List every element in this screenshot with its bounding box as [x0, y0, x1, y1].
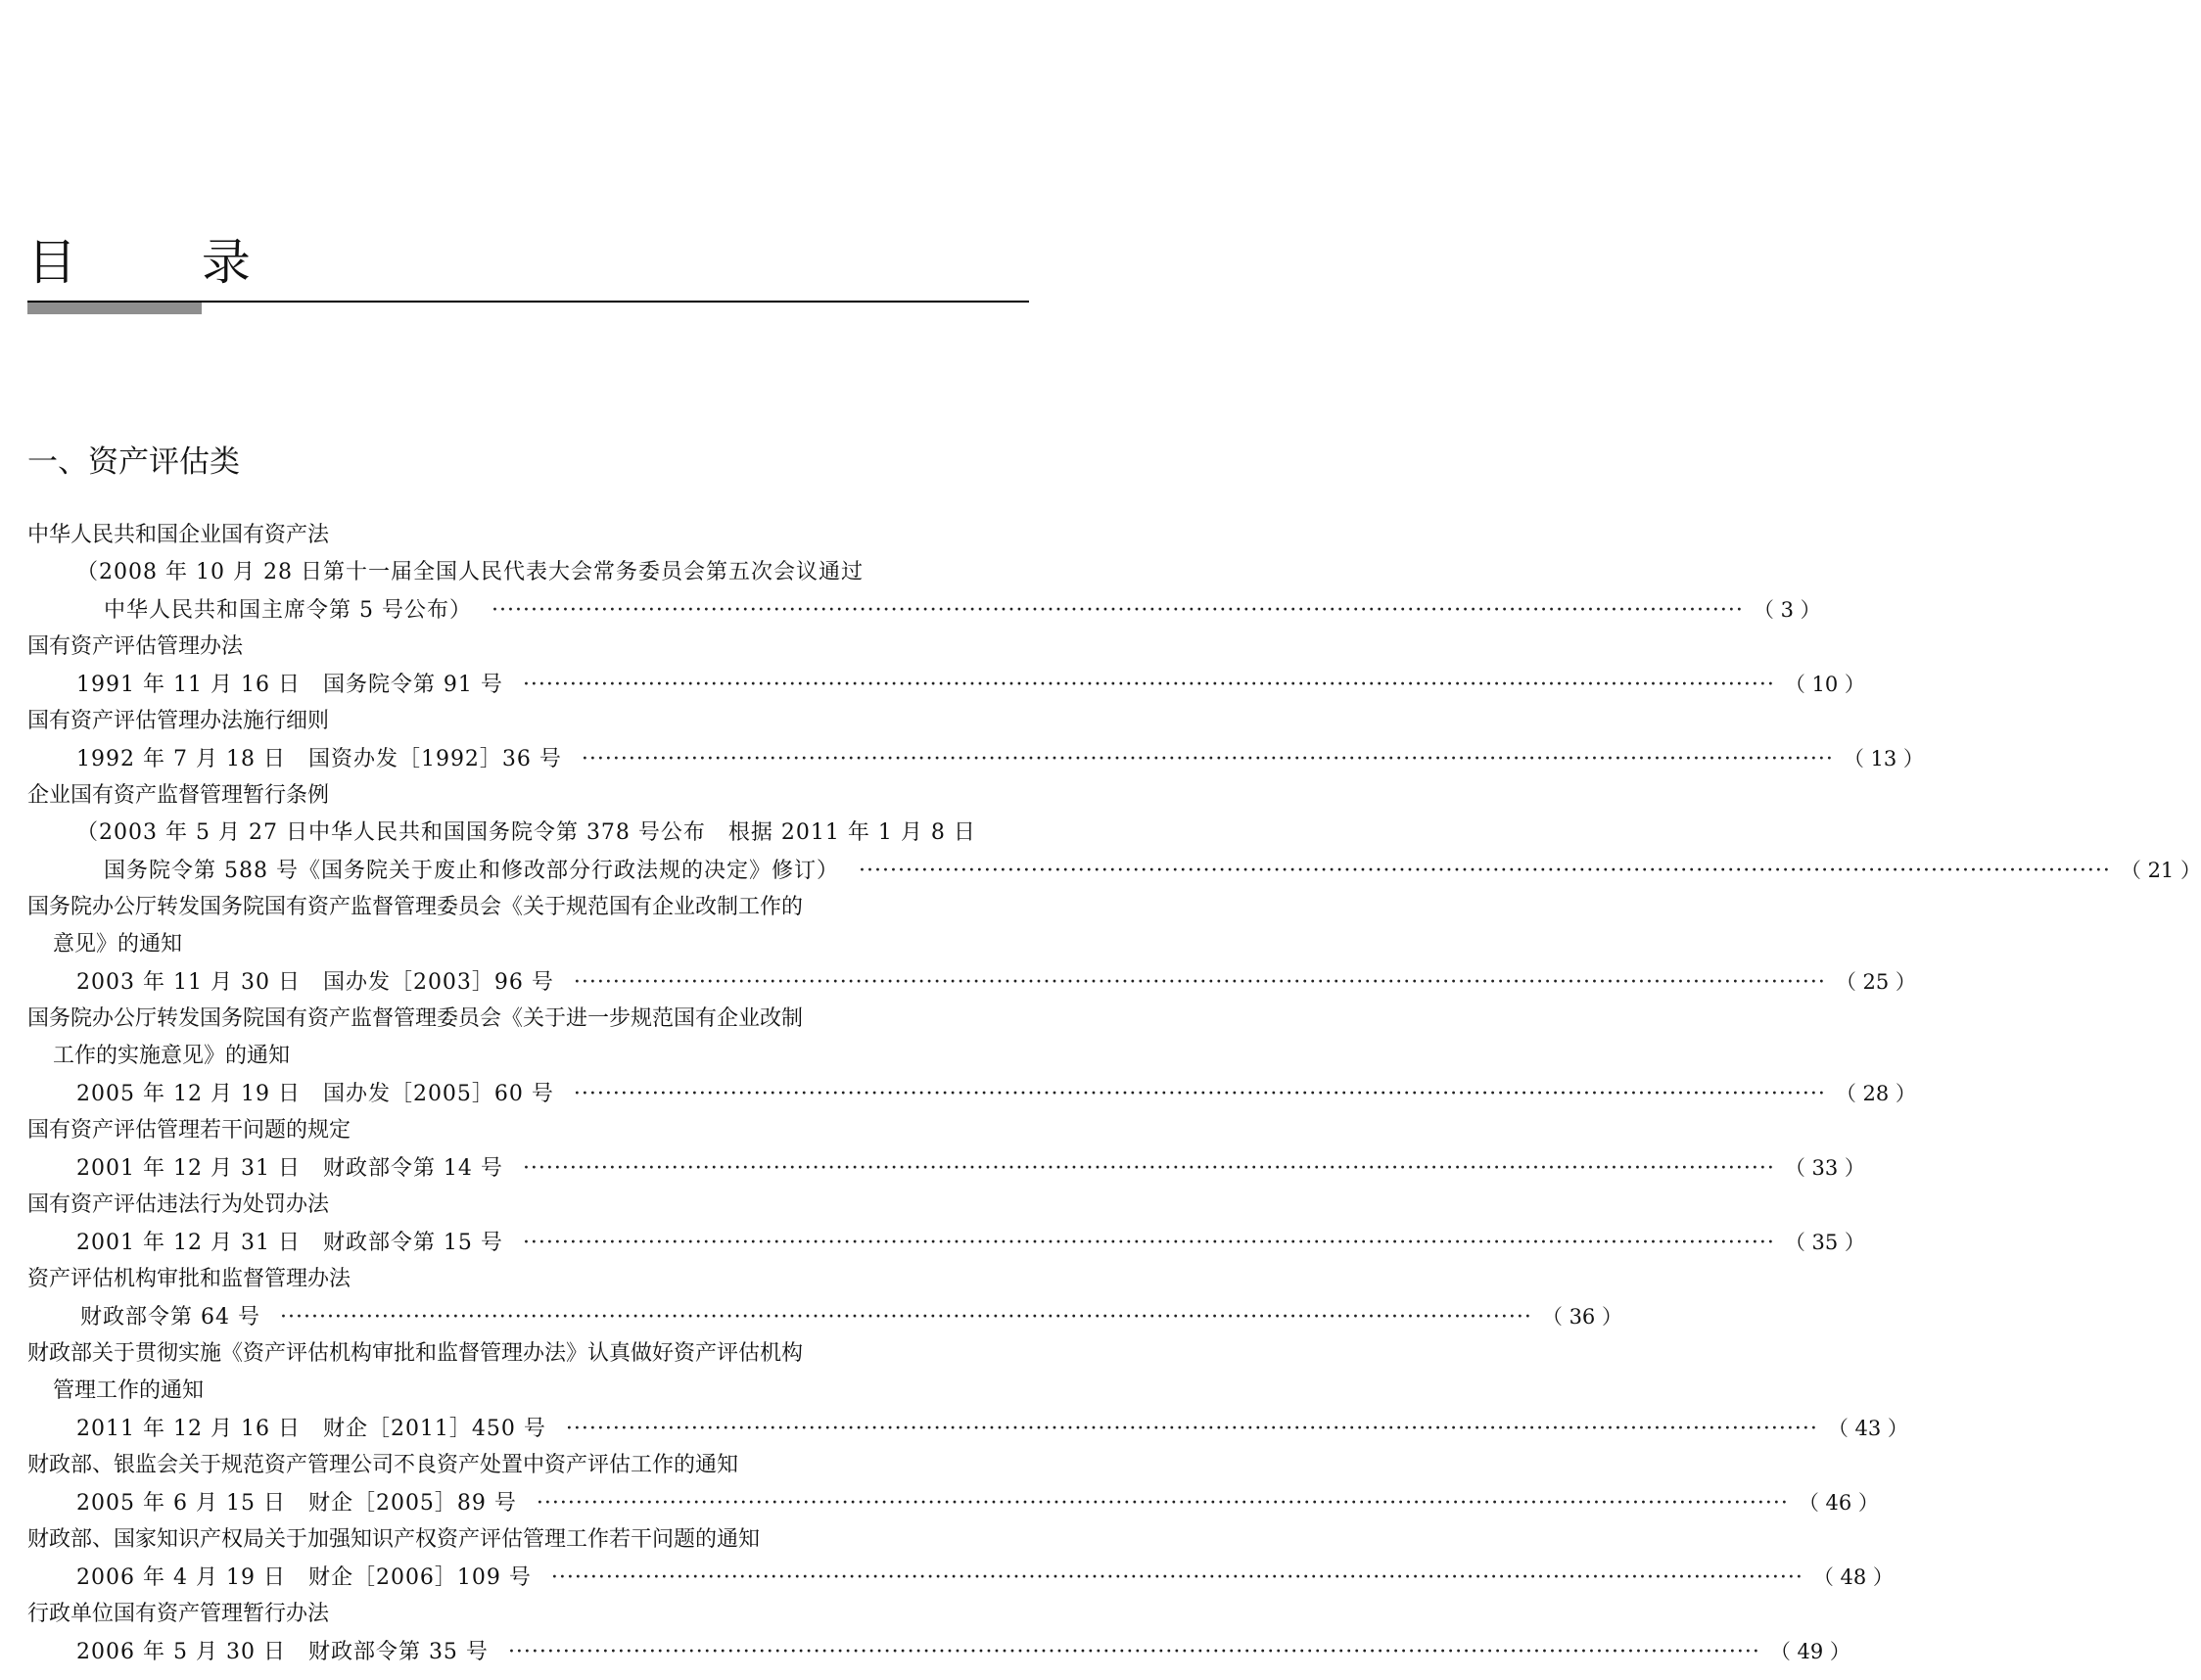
entry-leader-row	[27, 963, 1916, 1001]
entry-title: 国有资产评估违法行为处罚办法	[27, 1192, 330, 1217]
entry-leader-row	[27, 1410, 1908, 1447]
toc-entry[interactable]	[27, 517, 1821, 629]
leader-dots: ································································································································································	[550, 1565, 1803, 1590]
entry-subtitle: （2003 年 5 月 27 日中华人民共和国国务院令第 378 号公布 根据 2011 年 1 月 8 日	[76, 820, 976, 845]
page-number[interactable]: （ 35 ）	[1784, 1231, 1865, 1254]
entry-leader-row	[27, 1149, 1865, 1187]
page-number[interactable]: （ 33 ）	[1784, 1156, 1865, 1180]
entry-leader-row	[27, 591, 1821, 629]
entry-title: 财政部、银监会关于规范资产管理公司不良资产处置中资产评估工作的通知	[27, 1453, 739, 1477]
entry-leader-row	[27, 1298, 1622, 1335]
entry-source: 1991 年 11 月 16 日 国务院令第 91 号	[76, 673, 503, 697]
page-number[interactable]: （ 3 ）	[1753, 598, 1821, 622]
page-number[interactable]: （ 46 ）	[1798, 1491, 1879, 1515]
page-number[interactable]: （ 13 ）	[1843, 747, 1924, 770]
entry-source: 1992 年 7 月 18 日 国资办发［1992］36 号	[76, 747, 562, 771]
entry-title: 行政单位国有资产管理暂行办法	[27, 1602, 330, 1626]
page-number[interactable]: （ 21 ）	[2120, 859, 2201, 882]
entry-source: 2001 年 12 月 31 日 财政部令第 14 号	[76, 1156, 503, 1181]
entry-title: 工作的实施意见》的通知	[53, 1044, 291, 1068]
toc-entry[interactable]	[27, 1596, 1850, 1670]
page-number[interactable]: （ 49 ）	[1769, 1640, 1850, 1663]
entry-source: 2006 年 4 月 19 日 财企［2006］109 号	[76, 1565, 532, 1590]
page-title: 目 录	[27, 234, 305, 291]
leader-dots: ································································································································································	[522, 1231, 1775, 1255]
leader-dots: ································································································································································	[522, 673, 1775, 697]
entry-title: 企业国有资产监督管理暂行条例	[27, 783, 330, 808]
entry-leader-row	[27, 1484, 1879, 1521]
entry-leader-row	[27, 852, 2201, 889]
page-number[interactable]: （ 43 ）	[1827, 1417, 1908, 1440]
toc-entry[interactable]	[27, 1187, 1865, 1261]
leader-dots: ································································································································································	[858, 859, 2111, 883]
entry-leader-row	[27, 1075, 1916, 1112]
entry-title: 意见》的通知	[53, 932, 183, 957]
entry-source: 2001 年 12 月 31 日 财政部令第 15 号	[76, 1231, 503, 1255]
toc-entry[interactable]	[27, 889, 1916, 1001]
section-heading: 一、资产评估类	[27, 444, 240, 480]
entry-title: 中华人民共和国企业国有资产法	[27, 523, 330, 547]
entry-source: 2006 年 5 月 30 日 财政部令第 35 号	[76, 1640, 489, 1664]
entry-title: 财政部关于贯彻实施《资产评估机构审批和监督管理办法》认真做好资产评估机构	[27, 1341, 804, 1366]
entry-source: 中华人民共和国主席令第 5 号公布）	[104, 598, 472, 623]
leader-dots: ································································································································································	[522, 1156, 1775, 1181]
toc-entry[interactable]	[27, 777, 2201, 889]
entry-leader-row	[27, 666, 1865, 703]
entry-source: 2003 年 11 月 30 日 国办发［2003］96 号	[76, 970, 554, 995]
entry-title: 财政部、国家知识产权局关于加强知识产权资产评估管理工作若干问题的通知	[27, 1527, 761, 1552]
entry-source: 2011 年 12 月 16 日 财企［2011］450 号	[76, 1417, 546, 1441]
entry-source: 2005 年 12 月 19 日 国办发［2005］60 号	[76, 1082, 554, 1106]
leader-dots: ································································································································································	[279, 1305, 1532, 1330]
entry-title: 国有资产评估管理办法施行细则	[27, 709, 330, 733]
leader-dots: ································································································································································	[573, 970, 1826, 995]
toc-entry[interactable]	[27, 629, 1865, 703]
leader-dots: ································································································································································	[536, 1491, 1789, 1516]
entry-title: 国务院办公厅转发国务院国有资产监督管理委员会《关于规范国有企业改制工作的	[27, 895, 804, 919]
entry-leader-row	[27, 1633, 1850, 1670]
entry-title: 国有资产评估管理若干问题的规定	[27, 1118, 351, 1143]
entry-subtitle: （2008 年 10 月 28 日第十一届全国人民代表大会常务委员会第五次会议通过	[76, 560, 864, 584]
entry-title: 管理工作的通知	[53, 1378, 205, 1403]
entry-title: 资产评估机构审批和监督管理办法	[27, 1267, 351, 1291]
entry-leader-row	[27, 1559, 1894, 1596]
toc-entry[interactable]	[27, 1261, 1622, 1335]
table-of-contents	[27, 517, 2201, 1670]
entry-leader-row	[27, 1224, 1865, 1261]
entry-source: 2005 年 6 月 15 日 财企［2005］89 号	[76, 1491, 517, 1516]
leader-dots: ································································································································································	[492, 598, 1744, 623]
leader-dots: ································································································································································	[581, 747, 1834, 771]
page-number[interactable]: （ 36 ）	[1541, 1305, 1622, 1329]
leader-dots: ································································································································································	[507, 1640, 1760, 1664]
entry-title: 国务院办公厅转发国务院国有资产监督管理委员会《关于进一步规范国有企业改制	[27, 1006, 804, 1031]
page-number[interactable]: （ 10 ）	[1784, 673, 1865, 696]
page-number[interactable]: （ 28 ）	[1835, 1082, 1916, 1105]
page-number[interactable]: （ 48 ）	[1812, 1565, 1894, 1589]
toc-entry[interactable]	[27, 1001, 1916, 1112]
toc-entry[interactable]	[27, 1521, 1894, 1596]
entry-source: 国务院令第 588 号《国务院关于废止和修改部分行政法规的决定》修订）	[104, 859, 839, 883]
page-number[interactable]: （ 25 ）	[1835, 970, 1916, 994]
leader-dots: ································································································································································	[565, 1417, 1818, 1441]
toc-entry[interactable]	[27, 1447, 1879, 1521]
toc-entry[interactable]	[27, 1112, 1865, 1187]
entry-title: 国有资产评估管理办法	[27, 634, 244, 659]
toc-entry[interactable]	[27, 1335, 1908, 1447]
entry-source: 财政部令第 64 号	[80, 1305, 260, 1330]
entry-leader-row	[27, 740, 1924, 777]
title-accent-bar	[27, 303, 202, 314]
leader-dots: ································································································································································	[573, 1082, 1826, 1106]
toc-entry[interactable]	[27, 703, 1924, 777]
